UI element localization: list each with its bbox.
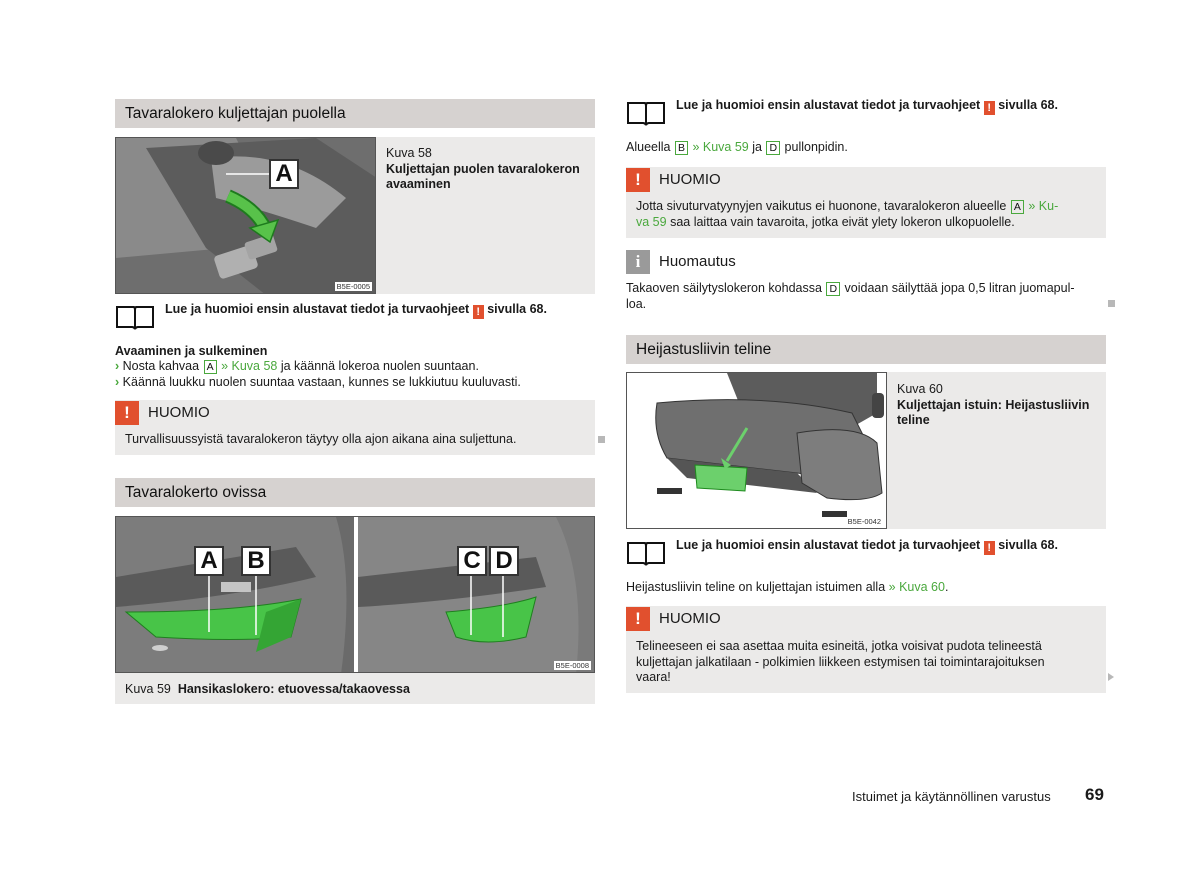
vest-holder-text: Heijastusliivin teline on kuljettajan istuimen alla » Kuva 60. bbox=[626, 580, 949, 594]
figure-link[interactable]: va 59 bbox=[636, 214, 667, 229]
read-safety-note: Lue ja huomioi ensin alustavat tiedot ja turvaohjeet ! sivulla 68. bbox=[676, 98, 1058, 114]
opening-step-2: › Käännä luukku nuolen suuntaa vastaan, kunnes se lukkiutuu kuuluvasti. bbox=[115, 375, 521, 389]
caption-title: Kuljettajan puolen tavaralokeron avaaminen bbox=[386, 161, 580, 191]
caption-number: Kuva 59 bbox=[125, 682, 171, 696]
label-box-a: A bbox=[1011, 200, 1024, 214]
section-title-vest-holder: Heijastusliivin teline bbox=[626, 335, 1106, 364]
end-marker bbox=[1108, 300, 1115, 307]
figure-59-caption bbox=[125, 682, 590, 698]
label-a: A bbox=[194, 546, 224, 576]
warning-icon: ! bbox=[626, 168, 650, 192]
section-title-driver-compartment: Tavaralokero kuljettajan puolella bbox=[115, 99, 595, 128]
seat-vest-holder-illustration bbox=[627, 373, 887, 529]
caption-number: Kuva 60 bbox=[897, 382, 943, 396]
note-text: Takaoven säilytyslokeron kohdassa D voidaan säilyttää jopa 0,5 litran juomapul- loa. bbox=[626, 281, 1075, 311]
book-icon bbox=[626, 99, 666, 127]
warning-icon: ! bbox=[626, 607, 650, 631]
label-box-d: D bbox=[766, 141, 780, 155]
opening-title: Avaaminen ja sulkeminen bbox=[115, 344, 268, 358]
section-title-door-compartments: Tavaralokerto ovissa bbox=[115, 478, 595, 507]
figure-code: B5E-0008 bbox=[555, 661, 589, 670]
chevron-right-icon: › bbox=[115, 375, 120, 389]
figure-link[interactable]: » Kuva 59 bbox=[692, 140, 749, 154]
warning-mark-icon: ! bbox=[984, 101, 995, 115]
info-icon: i bbox=[626, 250, 650, 274]
caption-title: Kuljettajan istuin: Heijastusliivin teline bbox=[897, 397, 1090, 427]
label-box-a: A bbox=[204, 360, 217, 374]
book-icon bbox=[115, 303, 155, 331]
figure-60-caption bbox=[897, 382, 1102, 429]
warning-header: ! HUOMIO bbox=[626, 605, 721, 633]
note-header: i Huomautus bbox=[626, 248, 736, 276]
read-safety-note: Lue ja huomioi ensin alustavat tiedot ja turvaohjeet ! sivulla 68. bbox=[165, 302, 547, 318]
warning-header: ! HUOMIO bbox=[626, 166, 721, 194]
label-box-d: D bbox=[826, 282, 840, 296]
figure-58-image bbox=[115, 137, 376, 294]
page-number: 69 bbox=[1085, 785, 1104, 804]
end-marker bbox=[598, 436, 605, 443]
chevron-right-icon: › bbox=[115, 359, 120, 373]
warning-mark-icon: ! bbox=[473, 305, 484, 319]
warning-icon: ! bbox=[115, 401, 139, 425]
page-reference[interactable]: sivulla 68. bbox=[998, 98, 1058, 112]
warning-text: Telineeseen ei saa asettaa muita esineitä, jotka voisivat pudota telineestä kuljettajan jalkatilaan - polkimien liikkeen estymisen tai toimintarajoituksen vaara! bbox=[636, 639, 1045, 684]
warning-mark-icon: ! bbox=[984, 541, 995, 555]
figure-link[interactable]: » Ku- bbox=[1028, 199, 1059, 213]
label-d: D bbox=[489, 546, 519, 576]
figure-code: B5E-0005 bbox=[336, 282, 370, 291]
warning-header: ! HUOMIO bbox=[115, 399, 210, 427]
figure-58-caption bbox=[386, 146, 591, 193]
warning-text: Turvallisuussyistä tavaralokeron täytyy olla ajon aikana aina suljettuna. bbox=[125, 432, 517, 446]
chapter-title: Istuimet ja käytännöllinen varustus bbox=[852, 789, 1051, 804]
figure-code: B5E-0042 bbox=[847, 517, 881, 526]
read-safety-note: Lue ja huomioi ensin alustavat tiedot ja turvaohjeet ! sivulla 68. bbox=[676, 538, 1058, 554]
continue-arrow-icon bbox=[1108, 673, 1114, 681]
label-c: C bbox=[457, 546, 487, 576]
figure-link[interactable]: » Kuva 60 bbox=[888, 580, 945, 594]
page-reference[interactable]: sivulla 68. bbox=[998, 538, 1058, 552]
figure-60-image bbox=[626, 372, 887, 529]
warning-text: Jotta sivuturvatyynyjen vaikutus ei huonone, tavaralokeron alueelle A » Ku- va 59 saa laittaa vain tavaroita, jotka eivät ylety lokeron ulkopuolelle. bbox=[636, 199, 1059, 229]
figure-link[interactable]: » Kuva 58 bbox=[221, 359, 278, 373]
label-box-b: B bbox=[675, 141, 688, 155]
glovebox-illustration bbox=[116, 138, 376, 294]
label-b: B bbox=[241, 546, 271, 576]
page-reference[interactable]: sivulla 68. bbox=[487, 302, 547, 316]
opening-step-1: › Nosta kahvaa A » Kuva 58 ja käännä lokeroa nuolen suuntaan. bbox=[115, 359, 479, 373]
bottle-holder-text: Alueella B » Kuva 59 ja D pullonpidin. bbox=[626, 140, 848, 154]
caption-number: Kuva 58 bbox=[386, 146, 432, 160]
caption-title: Hansikaslokero: etuovessa/takaovessa bbox=[177, 682, 410, 696]
figure-59-image bbox=[115, 516, 595, 673]
door-compartments-illustration bbox=[116, 517, 595, 673]
book-icon bbox=[626, 539, 666, 567]
label-a: A bbox=[269, 159, 299, 189]
